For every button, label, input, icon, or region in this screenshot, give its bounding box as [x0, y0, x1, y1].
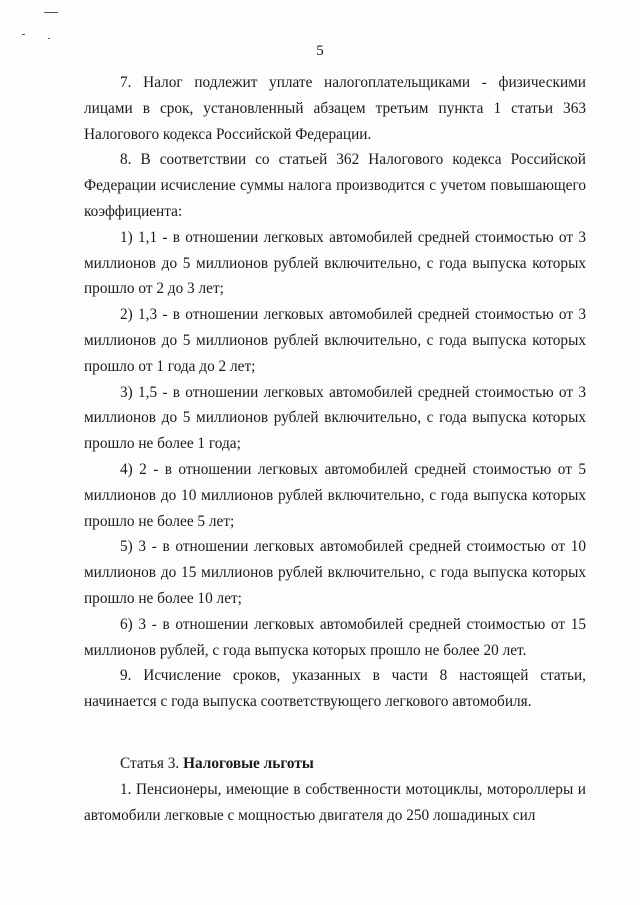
scan-artifact — [48, 38, 50, 39]
list-item-5: 5) 3 - в отношении легковых автомобилей средней стоимостью от 10 миллионов до 15 миллионов рублей включительно, с года выпуска которых прошло не более 10 лет; — [84, 538, 586, 607]
article-3-paragraph-1: 1. Пенсионеры, имеющие в собственности мотоциклы, мотороллеры и автомобили легковые с мощностью двигателя до 250 лошадиных сил — [84, 780, 586, 824]
article-3-prefix: Статья 3. — [120, 754, 184, 772]
list-item-4: 4) 2 - в отношении легковых автомобилей средней стоимостью от 5 миллионов до 10 миллионов рублей включительно, с года выпуска которых прошло не более 5 лет; — [84, 460, 586, 530]
article-3-heading — [84, 715, 586, 777]
paragraph-7: 7. Налог подлежит уплате налогоплательщиками - физическими лицами в срок, установленный абзацем третьим пункта 1 статьи 363 Налогового кодекса Российской Федерации. — [84, 74, 586, 143]
paragraph-9: 9. Исчисление сроков, указанных в части 8 настоящей статьи, начинается с года выпуска соответствующего легкового автомобиля. — [84, 667, 586, 711]
list-item-2: 2) 1,3 - в отношении легковых автомобилей средней стоимостью от 3 миллионов до 5 миллионов рублей включительно, с года выпуска которых прошло от 1 года до 2 лет; — [84, 306, 586, 375]
list-item-3: 3) 1,5 - в отношении легковых автомобилей средней стоимостью от 3 миллионов до 5 миллионов рублей включительно, с года выпуска которых прошло не более 1 года; — [84, 383, 586, 453]
list-item-6: 6) 3 - в отношении легковых автомобилей средней стоимостью от 15 миллионов рублей, с года выпуска которых прошло не более 20 лет. — [84, 615, 586, 659]
scan-artifact — [22, 34, 25, 35]
article-3-title: Налоговые льготы — [183, 754, 314, 772]
page-number: 5 — [316, 43, 324, 59]
paragraph-8: 8. В соответствии со статьей 362 Налогового кодекса Российской Федерации исчисление суммы налога производится с учетом повышающего коэффициента: — [84, 151, 586, 220]
list-item-1: 1) 1,1 - в отношении легковых автомобилей средней стоимостью от 3 миллионов до 5 миллионов рублей включительно, с года выпуска которых прошло от 2 до 3 лет; — [84, 228, 586, 298]
scan-artifact — [44, 12, 58, 13]
document-body — [84, 70, 586, 828]
